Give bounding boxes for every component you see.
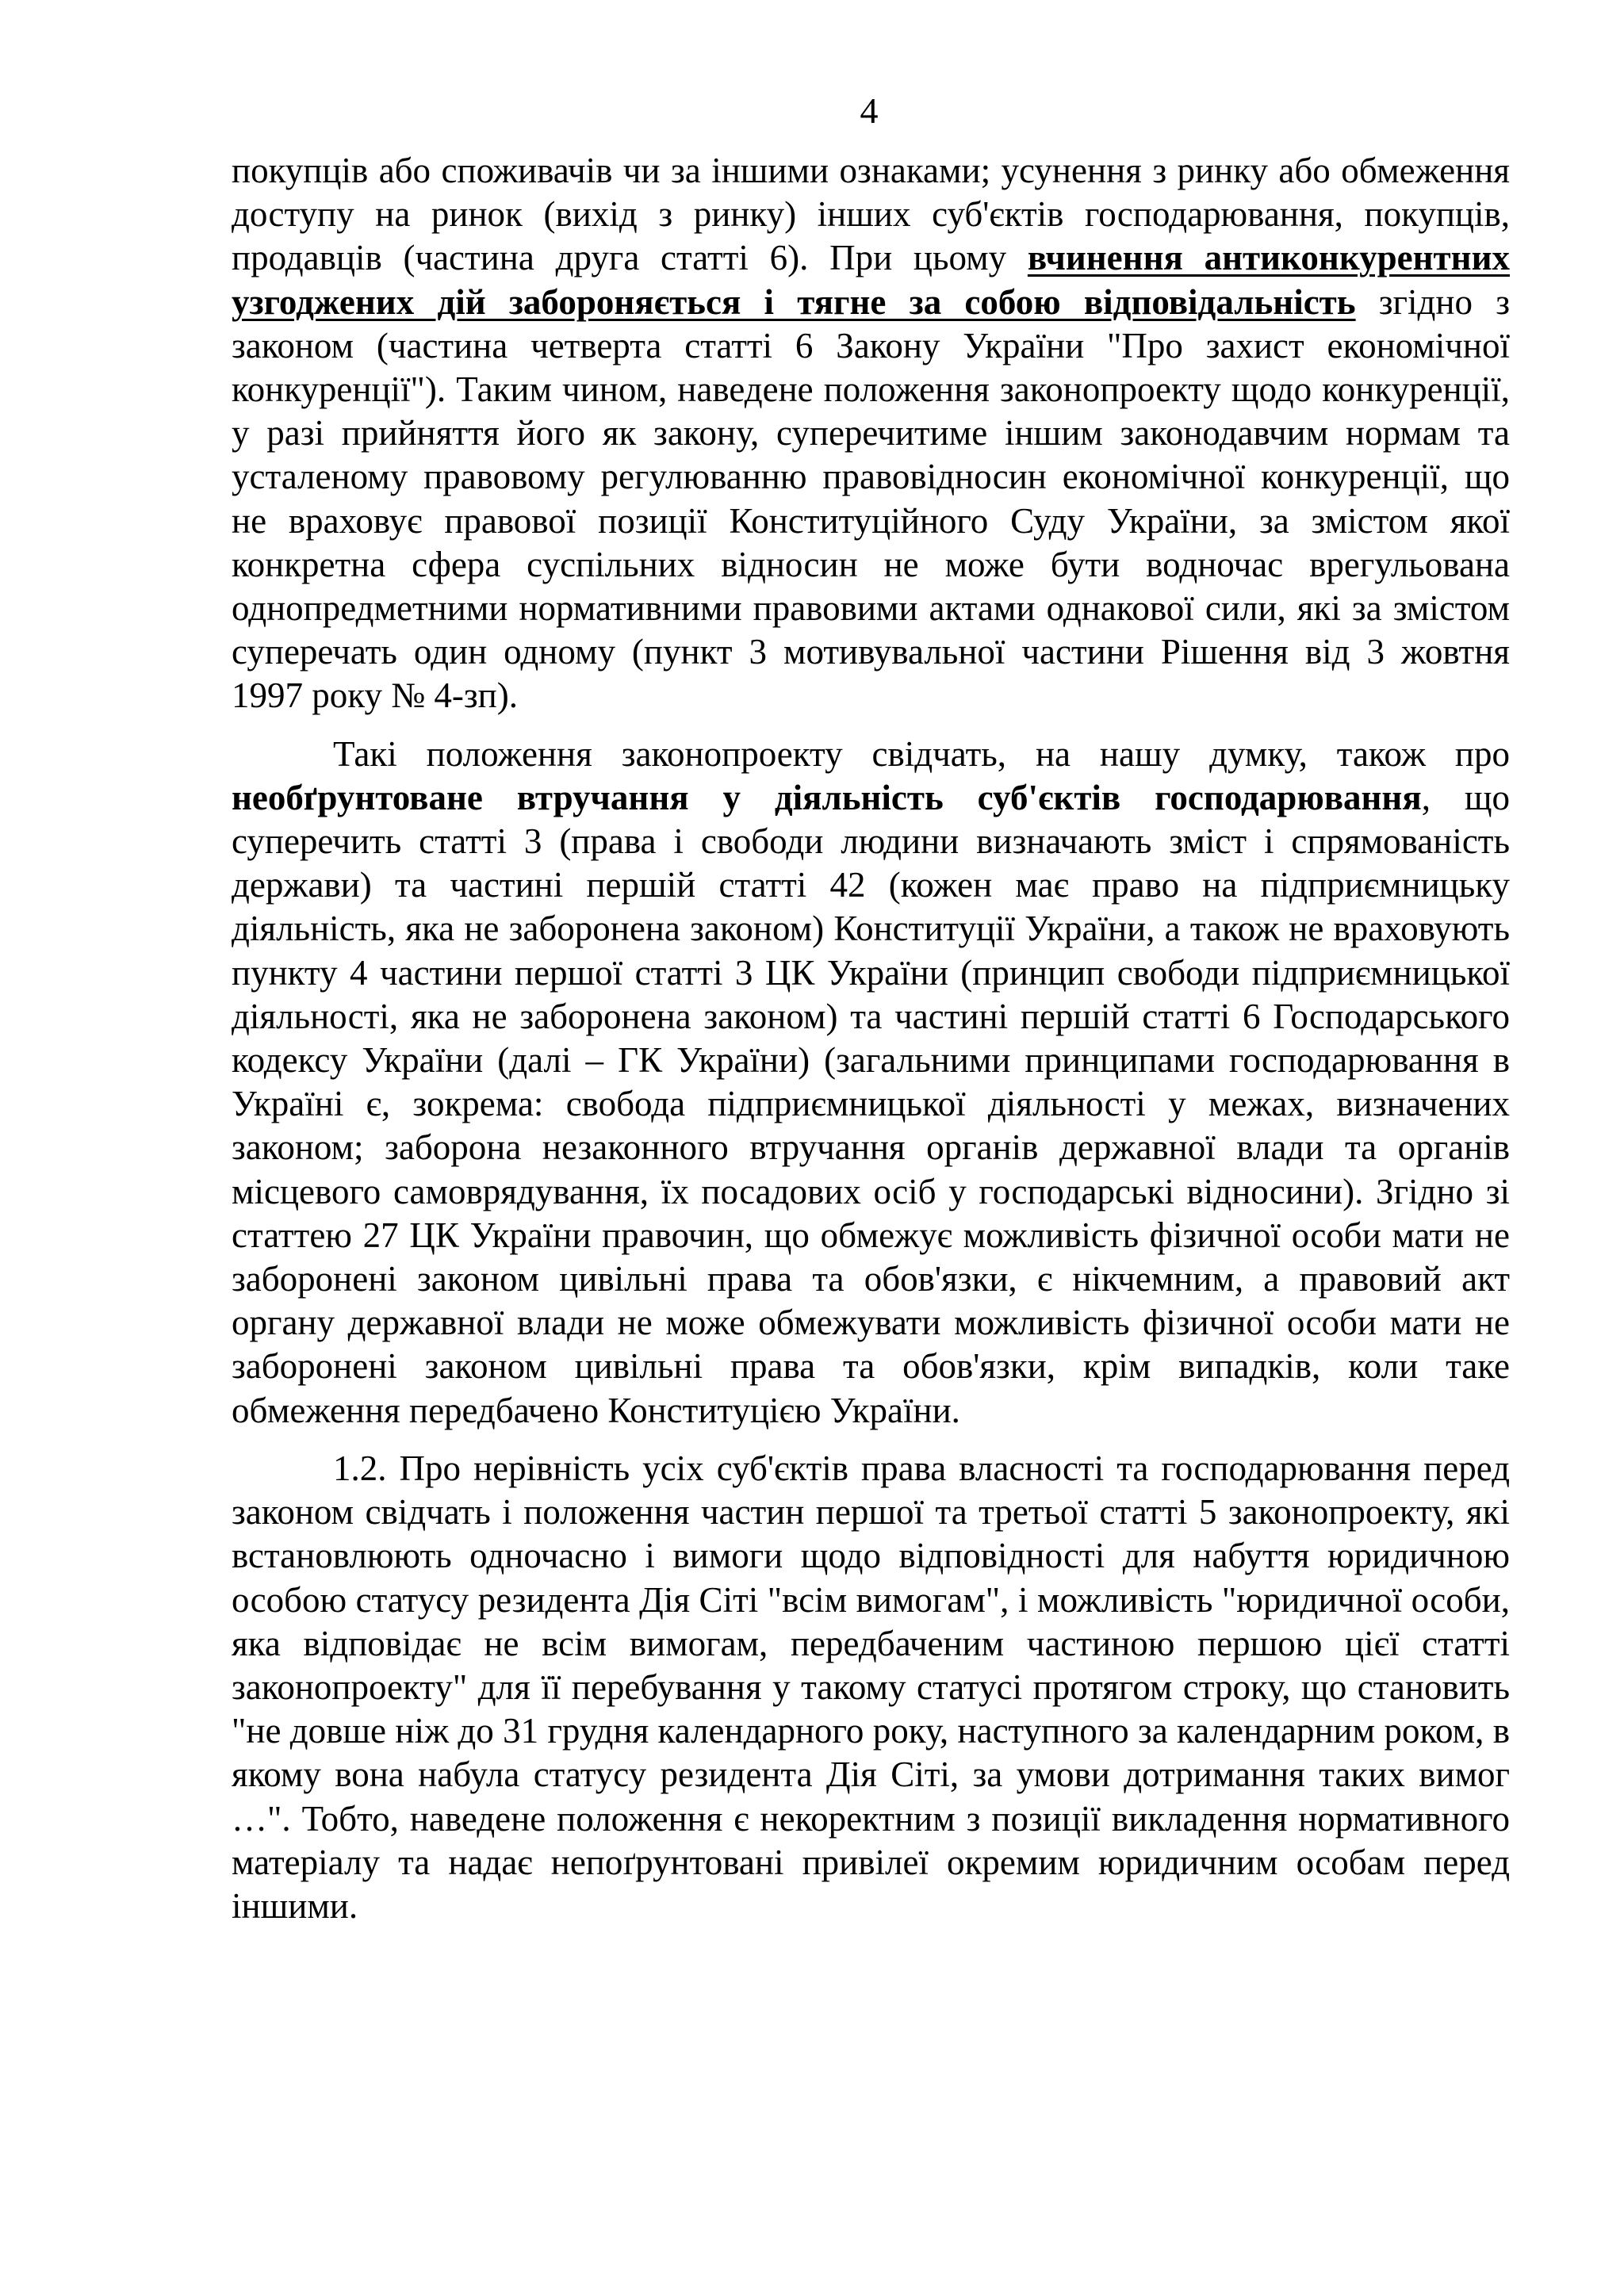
paragraph-3-text: 1.2. Про нерівність усіх суб'єктів права власності та господарювання перед законом свідчать і положення частин першої та третьої статті 5 законопроекту, які встановлюють одночасно і вимоги щодо відповідності для набуття юридичною особою статусу резидента Дія Сіті "всім вимогам", і можливість "юридичної особи, яка відповідає не всім вимогам, передбаченим частиною першою цієї статті законопроекту" для її перебування у такому статусі протягом строку, що становить "не довше ніж до 31 грудня календарного року, наступного за календарним роком, в якому вона набула статусу резидента Дія Сіті, за умови дотримання таких вимог …". Тобто, наведене положення є некоректним з позиції викладення нормативного матеріалу та надає непоґрунтовані привілеї окремим юридичним особам перед іншими.: [232, 1448, 1510, 1926]
paragraph-1-text-start: покупців або споживачів чи за іншими ознаками; усунення з ринку або обмеження доступу на ринок (вихід з ринку) інших суб'єктів господарювання, покупців, продавців (частина друга статті 6). При цьому: [232, 151, 1510, 278]
paragraph-2-emphasis: необґрунтоване втручання у діяльність суб'єктів господарювання: [232, 777, 1422, 817]
paragraph-2-text-start: Такі положення законопроекту свідчать, на нашу думку, також про: [333, 733, 1510, 774]
paragraph-2-text-end: , що суперечить статті 3 (права і свободи людини визначають зміст і спрямованість держави) та частині першій статті 42 (кожен має право на підприємницьку діяльність, яка не заборонена законом) Конституції України, а також не враховують пункту 4 частини першої статті 3 ЦК України (принцип свободи підприємницької діяльності, яка не заборонена законом) та частині першій статті 6 Господарського кодексу України (далі – ГК України) (загальними принципами господарювання в Україні є, зокрема: свобода підприємницької діяльності у межах, визначених законом; заборона незаконного втручання органів державної влади та органів місцевого самоврядування, їх посадових осіб у господарські відносини). Згідно зі статтею 27 ЦК України правочин, що обмежує можливість фізичної особи мати не заборонені законом цивільні права та обов'язки, є нікчемним, а правовий акт органу державної влади не може обмежувати можливість фізичної особи мати не заборонені законом цивільні права та обов'язки, крім випадків, коли таке обмеження передбачено Конституцією України.: [232, 777, 1510, 1430]
document-body: [232, 149, 1510, 1942]
paragraph-2: [232, 733, 1510, 1433]
paragraph-1-emphasis: вчинення антиконкурентних узгоджених дій забороняється і тягне за собою відповідальність: [232, 238, 1510, 322]
paragraph-1-text-end: згідно з законом (частина четверта статті 6 Закону України "Про захист економічної конкуренції"). Таким чином, наведене положення законопроекту щодо конкуренції, у разі прийняття його як закону, суперечитиме іншим законодавчим нормам та усталеному правовому регулюванню правовідносин економічної конкуренції, що не враховує правової позиції Конституційного Суду України, за змістом якої конкретна сфера суспільних відносин не може бути водночас врегульована однопредметними нормативними правовими актами однакової сили, які за змістом суперечать один одному (пункт 3 мотивувальної частини Рішення від 3 жовтня 1997 року № 4-зп).: [232, 281, 1510, 716]
paragraph-1: [232, 149, 1510, 718]
page-number: 4: [860, 90, 879, 131]
paragraph-3: [232, 1447, 1510, 1928]
